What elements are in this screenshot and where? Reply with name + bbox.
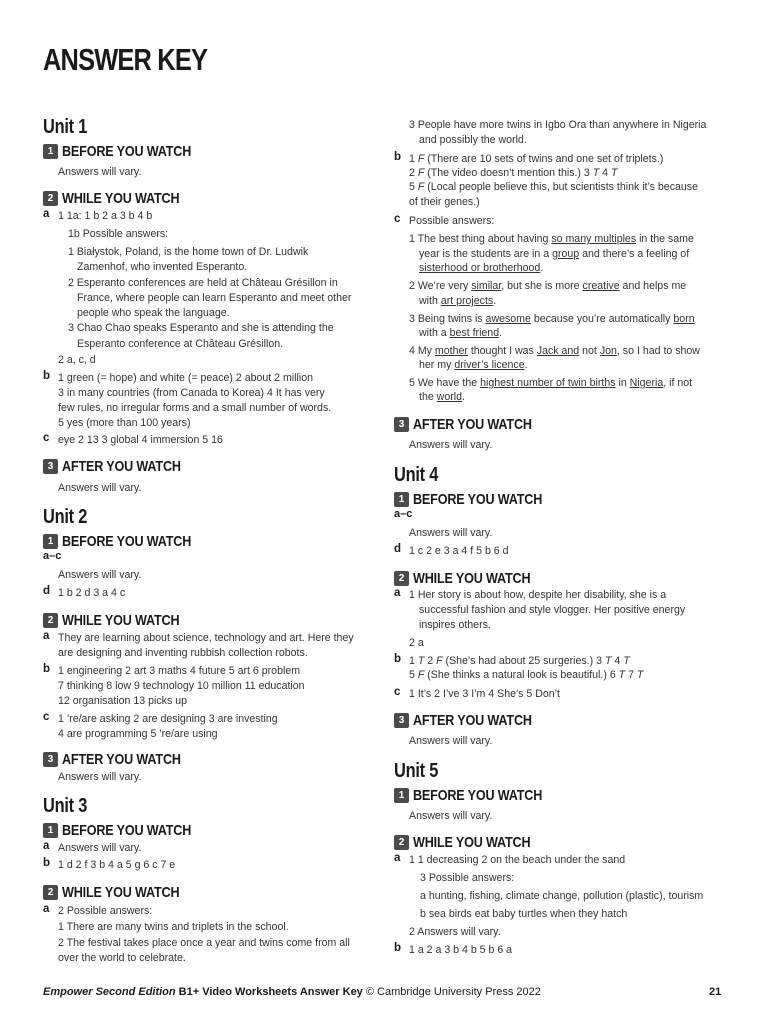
page-number: 21: [709, 986, 722, 998]
item-letter: a–c: [394, 508, 413, 520]
answer-text: 2 a, c, d: [58, 354, 96, 366]
answer-text: 3 Possible answers:: [420, 872, 515, 884]
answer-text: few rules, no irregular forms and a small number of words.: [58, 402, 332, 414]
section-number-icon: 3: [394, 417, 409, 432]
answer-text: 7 thinking 8 low 9 technology 10 million 11 education: [58, 680, 305, 692]
item-letter: a: [394, 852, 401, 864]
item-letter: b: [43, 857, 51, 869]
answer-text: 1 It’s 2 I’ve 3 I’m 4 She’s 5 Don’t: [409, 688, 560, 700]
unit-5-while-heading: 2 WHILE YOU WATCH: [394, 833, 553, 851]
answer-text: people who speak the language.: [77, 307, 230, 319]
answer-text: 3 in many countries (from Canada to Korea) 4 It has very: [58, 387, 325, 399]
unit-3-while-heading: 2 WHILE YOU WATCH: [43, 883, 202, 901]
item-letter: c: [43, 711, 50, 723]
section-number-icon: 2: [394, 571, 409, 586]
section-number-icon: 2: [43, 191, 58, 206]
answer-text: 1 Her story is about how, despite her disability, she is a: [409, 589, 667, 601]
page-title: ANSWER KEY: [43, 42, 208, 77]
answer-text: eye 2 13 3 global 4 immersion 5 16: [58, 434, 223, 446]
unit-5-heading: Unit 5: [394, 760, 439, 782]
unit-4-heading: Unit 4: [394, 464, 439, 486]
answer-text: Answers will vary.: [58, 569, 142, 581]
answer-text: Answers will vary.: [58, 166, 142, 178]
section-number-icon: 2: [43, 613, 58, 628]
answer-text: 2 Possible answers:: [58, 905, 153, 917]
answer-text: Answers will vary.: [58, 771, 142, 783]
answer-text: are designing and inventing rubbish collection robots.: [58, 647, 308, 659]
answer-text: 1 F (There are 10 sets of twins and one set of triplets.): [409, 153, 664, 165]
answer-text: Answers will vary.: [58, 482, 142, 494]
answer-text: 1 There are many twins and triplets in the school.: [58, 921, 289, 933]
unit-4-after-heading: 3 AFTER YOU WATCH: [394, 711, 554, 729]
unit-1-heading: Unit 1: [43, 116, 88, 138]
section-number-icon: 1: [394, 492, 409, 507]
answer-text: Answers will vary.: [409, 810, 493, 822]
answer-text: Answers will vary.: [409, 735, 493, 747]
answer-text: 2 We’re very similar, but she is more creative and helps me: [409, 280, 687, 292]
unit-1-after-heading: 3 AFTER YOU WATCH: [43, 457, 203, 475]
answer-text: 2 F (The video doesn’t mention this.) 3 T 4 T: [409, 167, 618, 179]
answer-text: 4 are programming 5 ’re/are using: [58, 728, 218, 740]
unit-2-before-heading: 1 BEFORE YOU WATCH: [43, 532, 216, 550]
item-letter: b: [43, 370, 51, 382]
answer-text: inspires others.: [419, 619, 491, 631]
answer-text: 1 T 2 F (She’s had about 25 surgeries.) 3 T 4 T: [409, 655, 630, 667]
answer-text: 1 ’re/are asking 2 are designing 3 are investing: [58, 713, 278, 725]
answer-text: successful fashion and style vlogger. Her positive energy: [419, 604, 686, 616]
answer-text: 4 My mother thought I was Jack and not Jon, so I had to show: [409, 345, 700, 357]
answer-text: of their genes.): [409, 196, 480, 208]
answer-text: the world.: [419, 391, 465, 403]
unit-2-after-heading: 3 AFTER YOU WATCH: [43, 750, 203, 768]
answer-text: France, where people can learn Esperanto and meet other: [77, 292, 352, 304]
section-number-icon: 1: [43, 534, 58, 549]
answer-text: b sea birds eat baby turtles when they hatch: [420, 908, 628, 920]
item-letter: c: [394, 213, 401, 225]
item-letter: c: [43, 432, 50, 444]
answer-text: Answers will vary.: [409, 527, 493, 539]
answer-text: 2 Answers will vary.: [409, 926, 501, 938]
unit-5-before-heading: 1 BEFORE YOU WATCH: [394, 786, 567, 804]
unit-3-heading: Unit 3: [43, 795, 88, 817]
unit-2-while-heading: 2 WHILE YOU WATCH: [43, 611, 202, 629]
answer-text: year is the students are in a group and there’s a feeling of: [419, 248, 690, 260]
answer-text: Possible answers:: [409, 215, 495, 227]
item-letter: b: [394, 653, 402, 665]
answer-text: 3 People have more twins in Igbo Ora than anywhere in Nigeria: [409, 119, 707, 131]
item-letter: a–c: [43, 550, 62, 562]
unit-4-while-heading: 2 WHILE YOU WATCH: [394, 569, 553, 587]
answer-text: 5 yes (more than 100 years): [58, 417, 191, 429]
unit-3-before-heading: 1 BEFORE YOU WATCH: [43, 821, 216, 839]
answer-text: 3 Chao Chao speaks Esperanto and she is attending the: [68, 322, 334, 334]
section-number-icon: 1: [43, 144, 58, 159]
answer-text: and possibly the world.: [419, 134, 527, 146]
section-number-icon: 3: [43, 752, 58, 767]
item-letter: a: [43, 903, 50, 915]
answer-text: Zamenhof, who invented Esperanto.: [77, 261, 248, 273]
unit-2-heading: Unit 2: [43, 506, 88, 528]
answer-text: 1b Possible answers:: [68, 228, 169, 240]
answer-text: 1 The best thing about having so many multiples in the same: [409, 233, 694, 245]
item-letter: d: [43, 585, 51, 597]
section-number-icon: 3: [394, 713, 409, 728]
section-number-icon: 3: [43, 459, 58, 474]
answer-text: sisterhood or brotherhood.: [419, 262, 544, 274]
answer-text: 1 1 decreasing 2 on the beach under the sand: [409, 854, 626, 866]
item-letter: a: [43, 630, 50, 642]
item-letter: b: [394, 151, 402, 163]
item-letter: a: [43, 208, 50, 220]
item-letter: c: [394, 686, 401, 698]
item-letter: d: [394, 543, 402, 555]
answer-text: 12 organisation 13 picks up: [58, 695, 187, 707]
answer-text: They are learning about science, technology and art. Here they: [58, 632, 354, 644]
answer-text: 1 1a: 1 b 2 a 3 b 4 b: [58, 210, 153, 222]
footer-credit: Empower Second Edition B1+ Video Worksheets Answer Key © Cambridge University Press 2022: [43, 986, 541, 998]
item-letter: b: [43, 663, 51, 675]
section-number-icon: 2: [394, 835, 409, 850]
answer-text: 3 Being twins is awesome because you’re automatically born: [409, 313, 695, 325]
answer-text: with a best friend.: [419, 327, 503, 339]
section-number-icon: 2: [43, 885, 58, 900]
answer-text: over the world to celebrate.: [58, 952, 186, 964]
answer-text: 1 c 2 e 3 a 4 f 5 b 6 d: [409, 545, 509, 557]
answer-text: 1 b 2 d 3 a 4 c: [58, 587, 126, 599]
answer-text: Answers will vary.: [409, 439, 493, 451]
unit-3-after-heading: 3 AFTER YOU WATCH: [394, 415, 554, 433]
unit-1-while-heading: 2 WHILE YOU WATCH: [43, 189, 202, 207]
answer-text: 1 Białystok, Poland, is the home town of Dr. Ludwik: [68, 246, 309, 258]
answer-text: 1 d 2 f 3 b 4 a 5 g 6 c 7 e: [58, 859, 176, 871]
answer-text: 5 F (She thinks a natural look is beautiful.) 6 T 7 T: [409, 669, 644, 681]
answer-text: 2 Esperanto conferences are held at Château Grésillon in: [68, 277, 338, 289]
answer-text: with art projects.: [419, 295, 497, 307]
answer-text: her my driver’s licence.: [419, 359, 528, 371]
answer-text: 2 a: [409, 637, 424, 649]
item-letter: a: [394, 587, 401, 599]
answer-text: 2 The festival takes place once a year and twins come from all: [58, 937, 350, 949]
unit-4-before-heading: 1 BEFORE YOU WATCH: [394, 490, 567, 508]
section-number-icon: 1: [394, 788, 409, 803]
answer-text: 1 engineering 2 art 3 maths 4 future 5 art 6 problem: [58, 665, 301, 677]
answer-text: 1 green (= hope) and white (= peace) 2 about 2 million: [58, 372, 314, 384]
answer-text: 5 F (Local people believe this, but scientists think it’s because: [409, 181, 698, 193]
answer-text: Answers will vary.: [58, 842, 142, 854]
answer-text: a hunting, fishing, climate change, pollution (plastic), tourism: [420, 890, 704, 902]
answer-text: 5 We have the highest number of twin births in Nigeria, if not: [409, 377, 693, 389]
answer-text: Esperanto conference at Château Grésillon.: [77, 338, 284, 350]
unit-1-before-heading: 1 BEFORE YOU WATCH: [43, 142, 216, 160]
answer-text: 1 a 2 a 3 b 4 b 5 b 6 a: [409, 944, 513, 956]
item-letter: b: [394, 942, 402, 954]
section-number-icon: 1: [43, 823, 58, 838]
item-letter: a: [43, 840, 50, 852]
